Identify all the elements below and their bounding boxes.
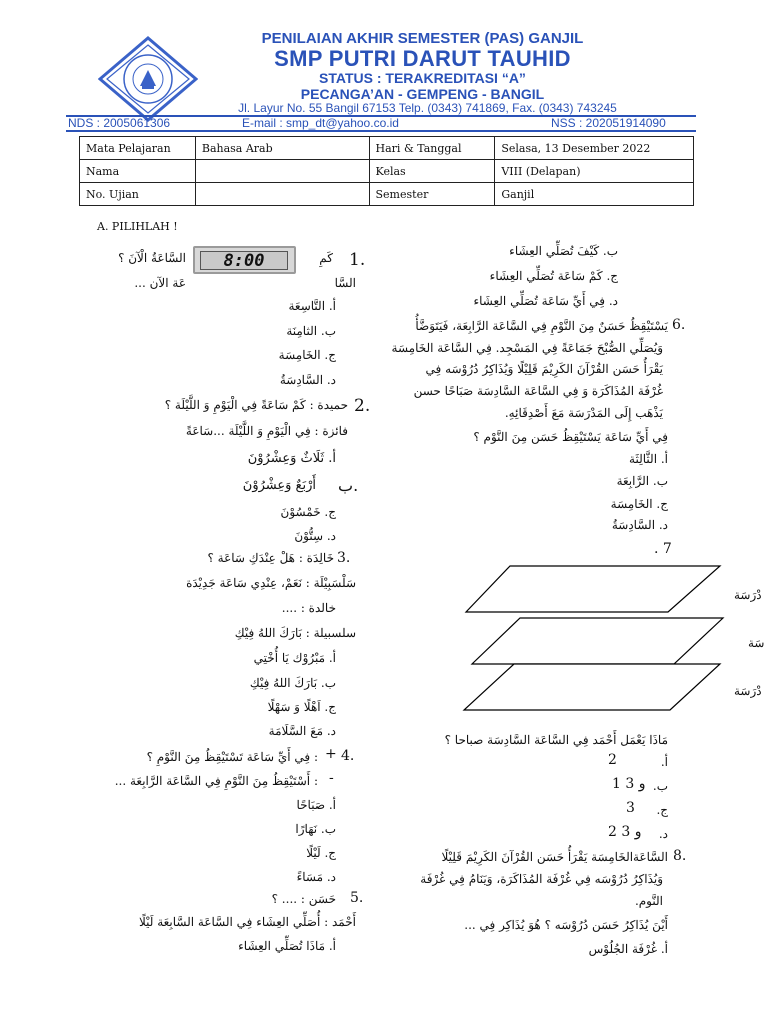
question-text: عَة الآن ... bbox=[134, 276, 186, 290]
answer-option[interactable]: ج. خَمْسُوْنَ bbox=[280, 505, 336, 519]
clipped-label: دْرَسَة bbox=[734, 588, 762, 602]
passage-line: يَسْتَيْقِظُ حَسَنٌ مِنَ النَّوْمِ فِي السَّاعَة الرَّابِعَة، فَيَتَوَضَّأُ bbox=[415, 319, 668, 333]
info-label: No. Ujian bbox=[80, 183, 196, 206]
picture-frame-2 bbox=[472, 618, 723, 664]
answer-option[interactable]: 2 bbox=[608, 752, 617, 768]
answer-option[interactable]: 3 bbox=[626, 800, 635, 816]
passage-line: السَّاعَةالخَامِسَة يَقْرَأُ حَسَن القُرْآنَ الكَرِيْمَ قَلِيْلًا bbox=[441, 850, 668, 864]
answer-option[interactable]: أ. التَّاسِعَة bbox=[288, 299, 336, 313]
picture-frame-3 bbox=[464, 664, 720, 710]
passage-line: غُرْفَة المُذَاكَرَة وَ فِي السَّاعَة السَّادِسَة صَبَاحًا حسن bbox=[413, 384, 663, 398]
info-value: Selasa, 13 Desember 2022 bbox=[495, 137, 694, 160]
header-rule-bottom bbox=[66, 130, 696, 132]
exam-info-table bbox=[79, 136, 694, 206]
answer-option[interactable]: أ. الثَّالِثَة bbox=[629, 452, 668, 466]
section-title: A. PILIHLAH ! bbox=[97, 220, 178, 233]
question-number: 8. bbox=[673, 848, 687, 864]
info-value: Bahasa Arab bbox=[195, 137, 369, 160]
answer-option[interactable]: 2 و 3 bbox=[608, 824, 642, 840]
table-row bbox=[80, 160, 694, 183]
answer-option[interactable]: ج. الخَامِسَة bbox=[278, 348, 336, 362]
school-name: SMP PUTRI DARUT TAUHID bbox=[274, 46, 571, 71]
question-text: فائزة : فِي الْيَوْمِ وَ اللَّيْلَة ...سَاعَةً bbox=[185, 424, 348, 438]
info-label: Mata Pelajaran bbox=[80, 137, 196, 160]
clock-time: 8:00 bbox=[200, 251, 288, 270]
question-text: حميدة : كَمْ سَاعَةً فِي الْيَوْمِ وَ اللَّيْلَة ؟ bbox=[164, 398, 348, 412]
table-row bbox=[80, 183, 694, 206]
answer-option[interactable]: ب. بَارَكَ اللهُ فِيْكِ bbox=[249, 676, 336, 690]
question-text: فِي أَيِّ سَاعَة يَسْتَيْقِظُ حَسَن مِنَ النَّوْم ؟ bbox=[473, 430, 668, 444]
school-logo bbox=[98, 36, 198, 122]
question-text: خَالِدَة : هَلْ عِنْدَكِ سَاعَة ؟ bbox=[207, 551, 334, 565]
answer-label: ج. bbox=[656, 803, 668, 817]
nds-number: NDS : 2005061306 bbox=[68, 116, 171, 130]
question-text: : أَسْتَيْقِظُ مِنَ النَّوْمِ فِي السَّاعَة الرَّابِعَة ... bbox=[114, 774, 318, 788]
question-number: . 7 bbox=[654, 541, 672, 557]
answer-option[interactable]: د. مَعَ السَّلَامَة bbox=[268, 724, 336, 738]
digital-clock-image bbox=[193, 246, 296, 274]
clipped-label: سَة bbox=[748, 636, 765, 650]
answer-label: ب. bbox=[338, 476, 359, 495]
question-text: السَّاعَةُ الْآنَ ؟ bbox=[118, 251, 186, 265]
passage-line: النَّوم. bbox=[634, 894, 663, 908]
answer-option[interactable]: ج. الخَامِسَة bbox=[610, 497, 668, 511]
answer-option[interactable]: ج. لَيْلًا bbox=[306, 846, 336, 860]
answer-option[interactable]: أ. مَبْرُوْك يَا أُخْتِي bbox=[253, 651, 336, 665]
activity-pictures bbox=[458, 560, 728, 720]
answer-option[interactable]: د. مَسَاءً bbox=[296, 870, 336, 884]
question-text: مَاذَا يَعْمَل أَحْمَد فِي السَّاعَة السَّادِسَة صباحا ؟ bbox=[444, 733, 668, 747]
clipped-label: دْرَسَة bbox=[734, 684, 762, 698]
answer-label: أ. bbox=[660, 755, 668, 769]
answer-label: د. bbox=[658, 827, 668, 841]
question-text: أَيْنَ يُذَاكِرُ حَسَن دُرُوْسَه ؟ هُوَ يُذَاكِر فِي ... bbox=[464, 918, 668, 932]
question-text: : فِي أَيِّ سَاعَة تَسْتَيْقِظُ مِنَ النَّوْمِ ؟ bbox=[146, 750, 318, 764]
answer-option[interactable]: ب. نَهَارًا bbox=[295, 822, 336, 836]
name-field[interactable] bbox=[195, 160, 369, 183]
info-label: Nama bbox=[80, 160, 196, 183]
passage-line: وَيُصَلِّي الصُّبْحَ جَمَاعَةً فِي المَسْجِد. فِي السَّاعَة الخَامِسَة bbox=[391, 341, 663, 355]
header-id-bar bbox=[66, 117, 696, 129]
answer-option[interactable]: ب. الرَّابِعَة bbox=[616, 474, 668, 488]
answer-option[interactable]: ب. الثامِنَة bbox=[286, 324, 336, 338]
answer-option[interactable]: أ. ثَلَاثٌ وَعِشْرُوْنَ bbox=[247, 451, 336, 466]
question-number: 1. bbox=[349, 250, 366, 270]
question-text: حَسَن : .... ؟ bbox=[271, 892, 336, 906]
speaker-marker: - bbox=[329, 770, 334, 786]
question-text: خالدة : .... bbox=[281, 601, 336, 615]
accreditation-status: STATUS : TERAKREDITASI “A” bbox=[319, 70, 526, 86]
answer-label: ب. bbox=[652, 779, 668, 793]
question-text: سلسبيلة : بَارَكَ اللهُ فِيْكِ bbox=[234, 626, 356, 640]
question-number: 2. bbox=[354, 396, 371, 416]
answer-option[interactable]: ج. اَهْلًا وَ سَهْلًا bbox=[267, 700, 336, 714]
nss-number: NSS : 202051914090 bbox=[551, 116, 666, 130]
info-label: Hari & Tanggal bbox=[369, 137, 495, 160]
question-text: كَمِ bbox=[319, 251, 333, 265]
passage-line: وَيُذَاكِرُ دُرُوْسَه فِي غُرْفَة المُذَاكَرَة، وَيَنَامُ فِي غُرْفَة bbox=[420, 872, 663, 886]
school-location: PECANGA’AN - GEMPENG - BANGIL bbox=[300, 86, 545, 102]
picture-frame-1 bbox=[466, 566, 720, 612]
question-number: 4. bbox=[341, 748, 355, 764]
school-email: E-mail : smp_dt@yahoo.co.id bbox=[242, 116, 399, 130]
question-number: 5. bbox=[350, 890, 364, 906]
table-row bbox=[80, 137, 694, 160]
answer-option[interactable]: أ. صَبَاحًا bbox=[296, 798, 336, 812]
answer-option[interactable]: أ. مَاذَا تُصَلِّي العِشَاء bbox=[238, 939, 336, 953]
answer-option[interactable]: أ. غُرْفَة الجُلُوْس bbox=[588, 942, 668, 956]
passage-line: يَذْهَب إِلَى المَدْرَسَة مَعَ أَصْدِقَائِهِ. bbox=[504, 406, 663, 420]
passage-line: يَقْرَأُ حَسَن القُرْآنَ الكَرِيْمَ قَلِيْلًا وَيُذَاكِرُ دُرُوْسَه فِي bbox=[425, 362, 663, 376]
info-value: Ganjil bbox=[495, 183, 694, 206]
answer-option[interactable]: ب. كَيْفَ تُصَلِّي العِشَاء bbox=[509, 244, 618, 258]
info-label: Kelas bbox=[369, 160, 495, 183]
question-number: 3. bbox=[337, 550, 351, 566]
school-address: Jl. Layur No. 55 Bangil 67153 Telp. (0343) 741869, Fax. (0343) 743245 bbox=[238, 101, 617, 115]
question-text: سَلْسَبِيْلَة : نَعَمْ، عِنْدِي سَاعَة جَدِيْدَة bbox=[186, 576, 356, 590]
question-text: أَحْمَد : أُصَلِّي العِشَاء فِي السَّاعَة السَّابِعَة لَيْلًا bbox=[138, 915, 356, 929]
info-label: Semester bbox=[369, 183, 495, 206]
answer-option[interactable]: أَرْبَعٌ وَعِشْرُوْنَ bbox=[242, 478, 316, 493]
answer-option[interactable]: 1 و 3 bbox=[612, 776, 646, 792]
answer-option[interactable]: ج. كَمْ سَاعَة تُصَلِّي العِشَاء bbox=[489, 269, 618, 283]
question-number: 6. bbox=[672, 317, 686, 333]
answer-option[interactable]: د. السَّادِسَةُ bbox=[611, 518, 668, 532]
info-value: VIII (Delapan) bbox=[495, 160, 694, 183]
exam-title: PENILAIAN AKHIR SEMESTER (PAS) GANJIL bbox=[261, 30, 584, 47]
exam-number-field[interactable] bbox=[195, 183, 369, 206]
speaker-marker: + bbox=[325, 746, 337, 762]
answer-option[interactable]: د. سِتُّوْنَ bbox=[294, 529, 336, 543]
question-text: السَّا bbox=[334, 276, 356, 290]
answer-option[interactable]: د. فِي أَيِّ سَاعَة تُصَلِّي العِشَاء bbox=[473, 294, 618, 308]
answer-option[interactable]: د. السَّادِسَةُ bbox=[279, 373, 336, 387]
